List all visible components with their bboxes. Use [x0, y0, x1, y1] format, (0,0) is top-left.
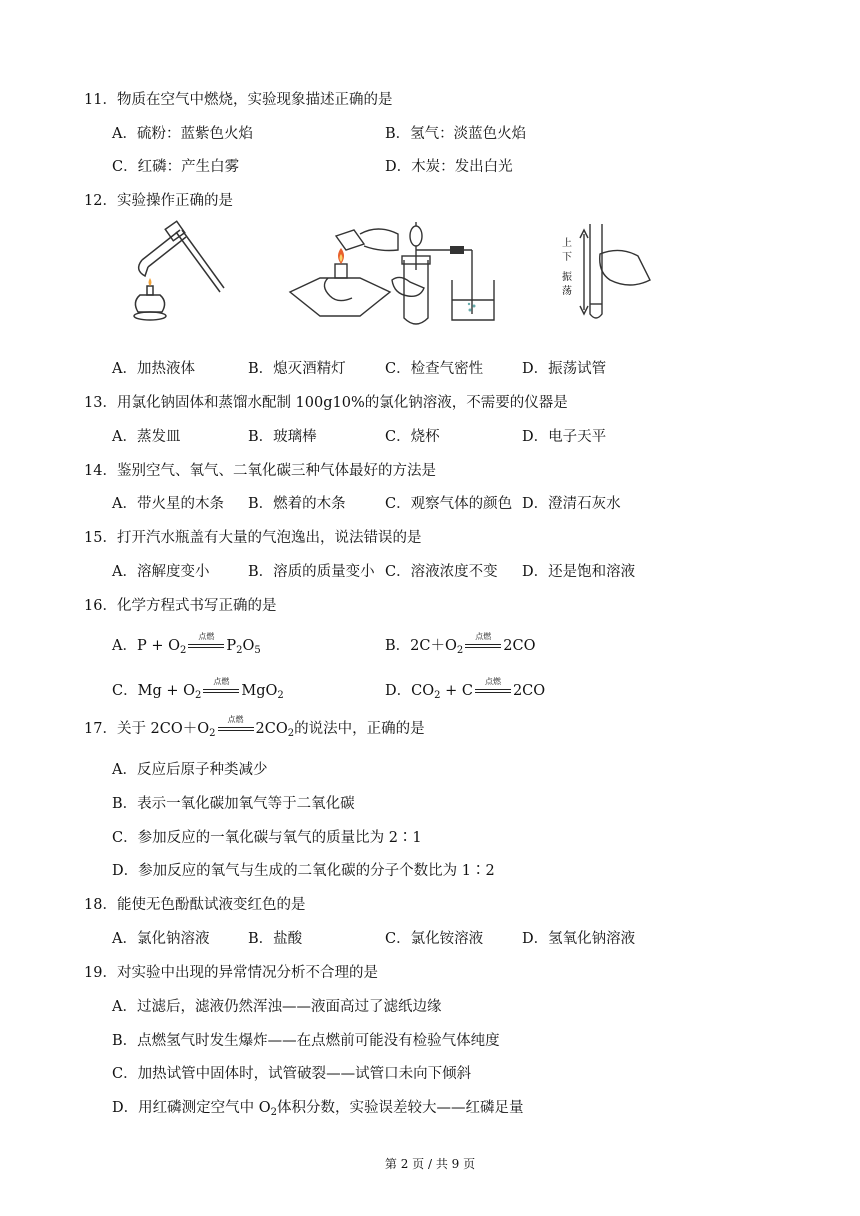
question-stem: 对实验中出现的异常情况分析不合理的是	[116, 965, 378, 981]
question-stem: 化学方程式书写正确的是	[116, 598, 277, 614]
experiment-figures	[120, 220, 680, 330]
option-a: A．反应后原子种类减少	[112, 762, 268, 778]
question-stem: 能使无色酚酞试液变红色的是	[116, 897, 306, 913]
question-number: 17．	[84, 721, 117, 737]
question-number: 11．	[84, 92, 117, 108]
reaction-arrow: 点燃	[186, 636, 226, 656]
option-d: D．氢氧化钠溶液	[522, 931, 636, 947]
option-c: C．氯化铵溶液	[385, 931, 484, 947]
question-15	[84, 528, 421, 548]
option-b: B．表示一氧化碳加氧气等于二氧化碳	[112, 796, 355, 812]
reaction-arrow: 点燃	[463, 636, 503, 656]
option-d: D．电子天平	[522, 429, 607, 445]
option-c: C．加热试管中固体时，试管破裂——试管口未向下倾斜	[112, 1066, 472, 1082]
shake-label-2: 下	[562, 252, 572, 263]
option-a: A．带火星的木条	[112, 496, 224, 512]
option-a: A．过滤后，滤液仍然浑浊——液面高过了滤纸边缘	[112, 999, 442, 1015]
option-c: C．$Mg + O_2$ 点燃 MgO$_2$	[112, 677, 284, 701]
option-c: C．观察气体的颜色	[385, 496, 513, 512]
option-d: D．振荡试管	[522, 361, 607, 377]
question-number: 19．	[84, 965, 117, 981]
question-11	[84, 90, 392, 110]
airtightness-check-illustration	[390, 220, 500, 325]
question-stem: 用氯化钠固体和蒸馏水配制 100g10%的氯化钠溶液，不需要的仪器是	[116, 395, 568, 411]
question-number: 15．	[84, 530, 117, 546]
option-a: A．硫粉：蓝紫色火焰	[112, 126, 253, 142]
option-c: C．参加反应的一氧化碳与氧气的质量比为 2∶1	[112, 830, 422, 846]
shake-label-4: 荡	[562, 286, 572, 297]
question-number: 14．	[84, 463, 117, 479]
option-a: A．氯化钠溶液	[112, 931, 210, 947]
reaction-arrow: 点燃	[201, 681, 241, 701]
option-b: B．$2C+O_2$ 点燃 2CO	[385, 632, 536, 656]
option-d: D．澄清石灰水	[522, 496, 621, 512]
option-c: C．检查气密性	[385, 361, 484, 377]
option-b: B．点燃氢气时发生爆炸——在点燃前可能没有检验气体纯度	[112, 1033, 500, 1049]
question-number: 13．	[84, 395, 117, 411]
option-d: D．木炭：发出白光	[385, 159, 513, 175]
question-stem: 鉴别空气、氧气、二氧化碳三种气体最好的方法是	[116, 463, 436, 479]
question-14	[84, 461, 436, 481]
question-16	[84, 596, 276, 616]
question-18	[84, 895, 305, 915]
shake-label-1: 上	[562, 238, 572, 249]
option-b: B．燃着的木条	[248, 496, 346, 512]
option-a: A．加热液体	[112, 361, 195, 377]
question-stem: 打开汽水瓶盖有大量的气泡逸出，说法错误的是	[116, 530, 422, 546]
question-number: 12．	[84, 193, 117, 209]
option-d: D．$CO_2 + C$ 点燃 2CO	[385, 677, 546, 701]
option-d: D．还是饱和溶液	[522, 564, 636, 580]
question-19	[84, 963, 378, 983]
option-c: C．溶液浓度不变	[385, 564, 498, 580]
option-b: B．盐酸	[248, 931, 303, 947]
shaking-test-tube-illustration	[560, 220, 670, 325]
question-13	[84, 393, 568, 413]
extinguish-lamp-illustration	[280, 220, 400, 325]
question-stem: 实验操作正确的是	[116, 193, 233, 209]
question-17: 17．关于 $2CO+O_2$ 点燃 $2CO_2$的说法中，正确的是	[84, 715, 425, 739]
heating-liquid-illustration	[120, 220, 230, 325]
option-c: C．烧杯	[385, 429, 440, 445]
option-a: A．蒸发皿	[112, 429, 181, 445]
option-b: B．氢气：淡蓝色火焰	[385, 126, 527, 142]
option-d: D．用红磷测定空气中 $O_2$体积分数，实验误差较大——红磷足量	[112, 1100, 524, 1118]
shake-label-3: 振	[562, 272, 572, 283]
option-b: B．溶质的质量变小	[248, 564, 375, 580]
reaction-arrow: 点燃	[216, 719, 256, 739]
page-footer: 第 2 页 / 共 9 页	[384, 1157, 476, 1171]
option-c: C．红磷：产生白雾	[112, 159, 240, 175]
question-12	[84, 191, 233, 211]
option-b: B．玻璃棒	[248, 429, 317, 445]
option-a: A．溶解度变小	[112, 564, 210, 580]
option-a: A．$P + O_2$ 点燃 $P_2O_5$	[112, 632, 261, 656]
option-d: D．参加反应的氧气与生成的二氧化碳的分子个数比为 1∶2	[112, 863, 495, 879]
option-b: B．熄灭酒精灯	[248, 361, 346, 377]
question-number: 18．	[84, 897, 117, 913]
question-stem: 物质在空气中燃烧，实验现象描述正确的是	[116, 92, 393, 108]
reaction-arrow: 点燃	[473, 681, 513, 701]
question-number: 16．	[84, 598, 117, 614]
